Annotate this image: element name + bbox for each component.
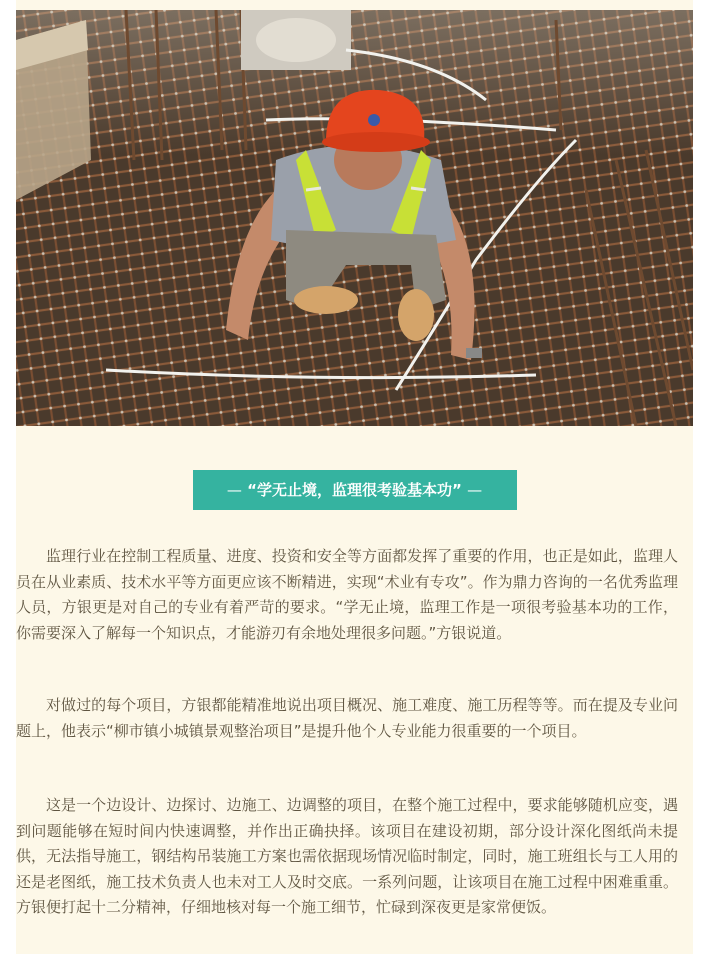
paragraph-3: 这是一个边设计、边探讨、边施工、边调整的项目，在整个施工过程中，要求能够随机应变，遇到问题能够在短时间内快速调整，并作出正确抉择。该项目在建设初期，部分设计深化图纸尚未提供，无法指导施工，钢结构吊装施工方案也需依据现场情况临时制定，同时，施工班组长与工人用的还是老图纸，施工技术负责人也未对工人及时交底。一系列问题，让该项目在施工过程中困难重重。方银便打起十二分精神，仔细地核对每一个施工细节，忙碌到深夜更是家常便饭。 [16,796,678,916]
heading-text: “学无止境，监理很考验基本功” [247,481,462,499]
heading-dash-left: — [226,481,242,499]
paragraph-2: 对做过的每个项目，方银都能精准地说出项目概况、施工难度、施工历程等等。而在提及专业问题上，他表示“柳市镇小城镇景观整治项目”是提升他个人专业能力很重要的一个项目。 [16,696,678,740]
paragraph-1: 监理行业在控制工程质量、进度、投资和安全等方面都发挥了重要的作用，也正是如此，监理人员在从业素质、技术水平等方面更应该不断精进，实现“术业有专攻”。作为鼎力咨询的一名优秀监理人员，方银更是对自己的专业有着严苛的要求。“学无止境，监理工作是一项很考验基本功的工作，你需要深入了解每一个知识点，才能游刃有余地处理很多问题。”方银说道。 [16,547,678,642]
section-heading-wrap [16,470,693,510]
article-page [16,0,693,954]
article-photo [16,10,693,426]
heading-dash-right: — [467,481,483,499]
section-heading [193,470,517,510]
construction-worker-photo [16,10,693,426]
